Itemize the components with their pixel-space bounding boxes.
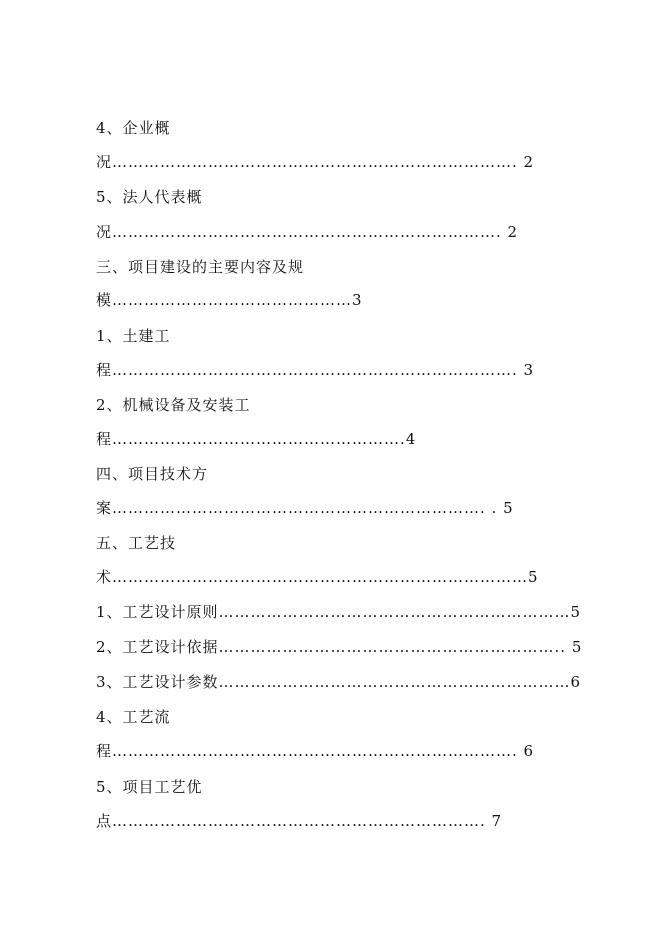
toc-text: 3、工艺设计参数…………………………………………………………6 bbox=[96, 673, 582, 691]
toc-text: 程……………………………………………….4 bbox=[96, 430, 417, 448]
toc-text: 点……………………………………………………………. 7 bbox=[96, 812, 503, 830]
toc-heading-main-content bbox=[96, 257, 304, 277]
toc-text: 程…………………………………………………………………. 6 bbox=[96, 742, 535, 760]
toc-heading-process-flow bbox=[96, 707, 171, 727]
toc-entry-design-basis bbox=[96, 637, 582, 657]
toc-entry-company-overview bbox=[96, 152, 534, 172]
toc-heading-company-overview bbox=[96, 118, 171, 138]
toc-text: 四、项目技术方 bbox=[96, 465, 209, 483]
toc-text: 术……………………………………………………………………5 bbox=[96, 568, 539, 586]
toc-entry-civil-works bbox=[96, 360, 534, 380]
toc-text: 4、企业概 bbox=[96, 119, 171, 137]
toc-text: 1、工艺设计原则…………………………………………………………5 bbox=[96, 603, 582, 621]
toc-text: 案……………………………………………………………. . 5 bbox=[96, 499, 514, 517]
toc-text: 模………………………………………3 bbox=[96, 291, 363, 309]
toc-text: 况…………………………………………………………………. 2 bbox=[96, 153, 535, 171]
toc-text: 5、项目工艺优 bbox=[96, 778, 203, 796]
toc-entry-tech-plan bbox=[96, 498, 514, 518]
toc-entry-main-content bbox=[96, 290, 363, 310]
toc-text: 5、法人代表概 bbox=[96, 188, 203, 206]
toc-entry-process-tech bbox=[96, 567, 539, 587]
toc-entry-process-flow bbox=[96, 741, 534, 761]
toc-text: 三、项目建设的主要内容及规 bbox=[96, 258, 305, 276]
toc-text: 4、工艺流 bbox=[96, 708, 171, 726]
toc-heading-legal-rep bbox=[96, 187, 203, 207]
toc-text: 2、机械设备及安装工 bbox=[96, 396, 251, 414]
toc-text: 五、工艺技 bbox=[96, 534, 177, 552]
toc-entry-equipment bbox=[96, 429, 416, 449]
toc-heading-civil-works bbox=[96, 326, 171, 346]
toc-heading-equipment bbox=[96, 395, 251, 415]
toc-text: 2、工艺设计依据……………………………………………………….. 5 bbox=[96, 638, 583, 656]
toc-text: 1、土建工 bbox=[96, 327, 171, 345]
toc-entry-advantages bbox=[96, 811, 502, 831]
toc-entry-design-principles bbox=[96, 602, 581, 622]
toc-text: 况………………………………………………………………. 2 bbox=[96, 223, 519, 241]
toc-heading-tech-plan bbox=[96, 464, 208, 484]
toc-entry-legal-rep bbox=[96, 222, 518, 242]
toc-text: 程…………………………………………………………………. 3 bbox=[96, 361, 535, 379]
toc-entry-design-params bbox=[96, 672, 581, 692]
toc-heading-advantages bbox=[96, 777, 203, 797]
toc-heading-process-tech bbox=[96, 533, 176, 553]
